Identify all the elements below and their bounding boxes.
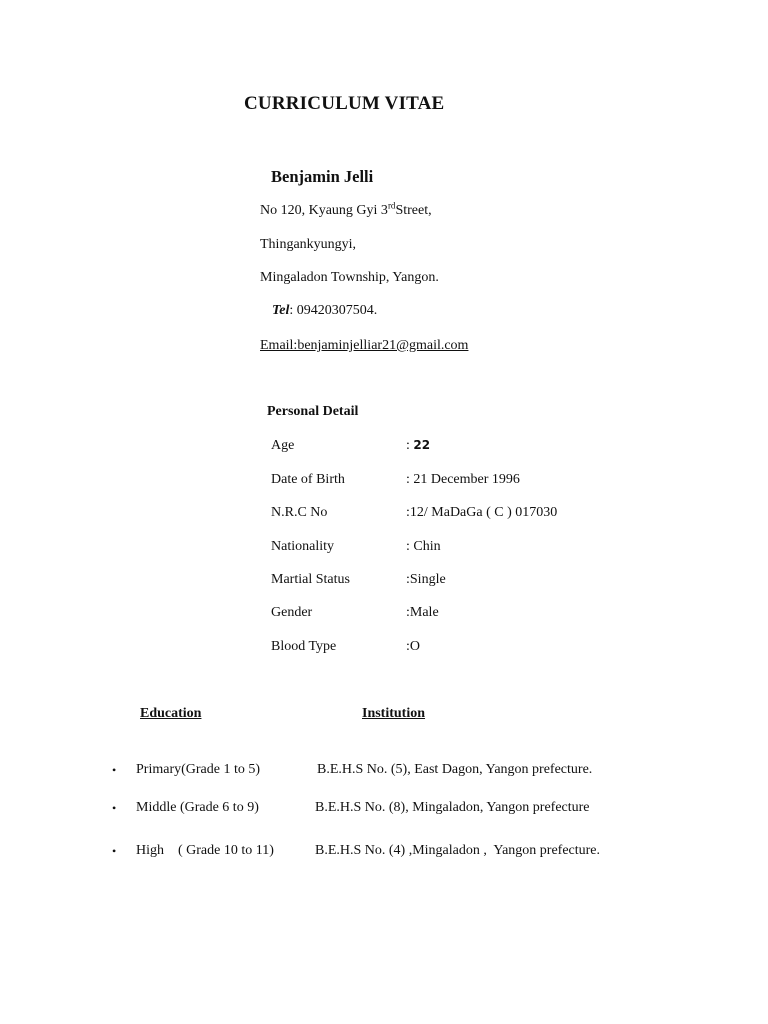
- age-prefix: :: [406, 438, 414, 453]
- detail-value-marital-status: :Single: [406, 572, 446, 587]
- detail-label-nationality: Nationality: [271, 539, 334, 554]
- detail-value-age: [406, 438, 430, 454]
- detail-value-gender: :Male: [406, 605, 439, 620]
- address-line-1-text: No 120, Kyaung Gyi 3: [260, 203, 388, 218]
- institution-middle: B.E.H.S No. (8), Mingaladon, Yangon prefecture: [315, 800, 590, 815]
- detail-label-gender: Gender: [271, 605, 313, 620]
- bullet-icon: •: [112, 844, 117, 858]
- education-level-middle: Middle (Grade 6 to 9): [136, 800, 259, 815]
- tel-value: : 09420307504.: [289, 303, 378, 318]
- detail-value-nrc: :12/ MaDaGa ( C ) 017030: [406, 505, 558, 520]
- detail-label-nrc: N.R.C No: [271, 505, 328, 520]
- document-title: CURRICULUM VITAE: [244, 93, 445, 114]
- age-number: 22: [413, 438, 431, 452]
- education-level-primary: Primary(Grade 1 to 5): [136, 762, 261, 777]
- email-link[interactable]: Email:benjaminjelliar21@gmail.com: [260, 338, 469, 353]
- education-heading: Education: [140, 706, 202, 721]
- detail-label-blood-type: Blood Type: [271, 639, 337, 654]
- personal-detail-heading: Personal Detail: [267, 404, 359, 419]
- address-line-3: Mingaladon Township, Yangon.: [260, 270, 439, 285]
- detail-label-age: Age: [271, 438, 295, 453]
- tel-label: Tel: [272, 303, 290, 318]
- institution-heading: Institution: [362, 706, 426, 721]
- bullet-icon: •: [112, 801, 117, 815]
- education-level-high: High ( Grade 10 to 11): [136, 843, 274, 858]
- applicant-name: Benjamin Jelli: [271, 167, 374, 186]
- address-line-2: Thingankyungyi,: [260, 237, 357, 252]
- institution-primary: B.E.H.S No. (5), East Dagon, Yangon prefecture.: [317, 762, 593, 777]
- address-line-1-street: Street,: [395, 203, 432, 218]
- address-line-1: [260, 200, 432, 219]
- detail-value-dob: : 21 December 1996: [406, 472, 520, 487]
- institution-high: B.E.H.S No. (4) ,Mingaladon , Yangon prefecture.: [315, 843, 601, 858]
- detail-value-nationality: : Chin: [406, 539, 441, 554]
- bullet-icon: •: [112, 763, 117, 777]
- detail-label-marital-status: Martial Status: [271, 572, 350, 587]
- telephone-line: [272, 303, 377, 319]
- ordinal-suffix: rd: [387, 200, 396, 211]
- detail-value-blood-type: :O: [406, 639, 420, 654]
- detail-label-dob: Date of Birth: [271, 472, 345, 487]
